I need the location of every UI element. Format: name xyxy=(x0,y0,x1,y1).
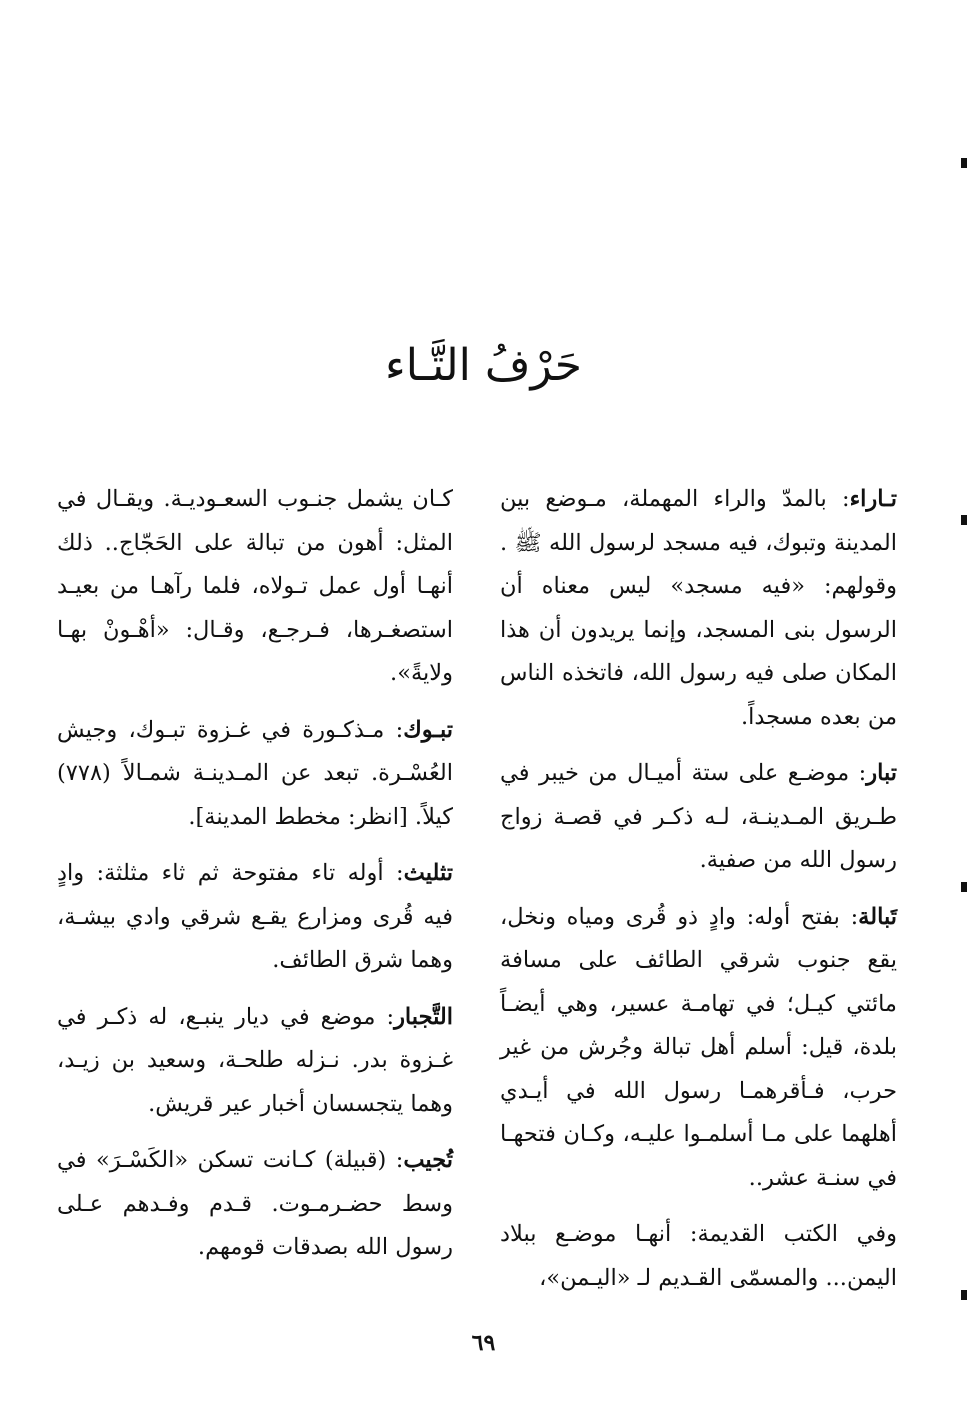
entry-continuation xyxy=(500,1213,897,1300)
entry-body: : مـذكـورة في غـزوة تبـوك، وجيش العُسْـرة. تبعد عن المـدينـة شمـالاً (٧٧٨) كيلاً. [انظر: مخطط المدينة]. xyxy=(57,716,453,830)
entry-headword: تَبالة xyxy=(858,903,897,930)
left-column xyxy=(57,478,453,1283)
page-edge-mark xyxy=(961,158,967,168)
entry-body: : موضـع على ستة أميـال من خيبر في طـريق المـدينـة، لـه ذكـر في قصـة زواج رسول الله من صفية. xyxy=(500,760,897,873)
page-edge-mark xyxy=(961,882,967,892)
entry-body: وفي الكتب القديمة: أنهـا موضـع ببلاد اليمن... والمسمّى القـديم لـ «اليـمن»، xyxy=(500,1221,897,1291)
entry-headword: تبار xyxy=(866,760,897,786)
entry-headword: تـاراء xyxy=(849,486,897,512)
entry xyxy=(57,709,453,840)
page-number: ٦٩ xyxy=(471,1330,496,1356)
entry-body: : أوله تاء مفتوحة ثم ثاء مثلثة: وادٍ فيه قُرى ومزارع يقـع شرقي وادي بيشـة، وهما شرق الطائف. xyxy=(57,860,453,973)
page-edge-mark xyxy=(961,1290,967,1300)
entry-body: كـان يشمل جنـوب السعـوديـة. ويقـال في المثل: أهون من تبالة على الحَجّاج.. ذلك أنهـا أول عمل تـولاه، فلما رآهـا من بعيـد استصغـرها، فـرجـع، وقـال: «أهْـونْ بهـا ولايةً». xyxy=(57,486,453,686)
entry-headword: تبـوك xyxy=(403,716,453,743)
entry-continuation xyxy=(57,478,453,696)
entry-headword: تُجيب xyxy=(403,1147,453,1173)
page-edge-mark xyxy=(961,515,967,525)
chapter-title: حَرْفُ التَّـاء xyxy=(385,340,582,391)
entry-body: : موضع في ديار ينبـع، له ذكـر في غـزوة بدر. نـزله طلحـة، وسعيد بن زيـد، وهما يتجسسان أخبار عير قريش. xyxy=(57,1003,453,1117)
entry-body: : بفتح أوله: وادٍ ذو قُرى ومياه ونخل، يقع جنوب شرقي الطائف على مسافة مائتي كيـل؛ في تهامـة عسير، وهي أيضـاً بلدة، قيل: أسلم أهل تبالة وجُرش من غير حرب، فـأقرهمـا رسول الله في أيـدي أهلهما على مـا أسلمـوا عليـه، وكـان فتحهـا في سنـة عشر.. xyxy=(500,903,897,1191)
entry xyxy=(57,1139,453,1270)
entry xyxy=(500,752,897,883)
entry xyxy=(500,896,897,1201)
entry xyxy=(57,996,453,1127)
entry-body: : (قبيلة) كـانت تسكن «الكَسْـرَ» في وسط حضـرمـوت. قـدم وفـدهم عـلى رسول الله بصدقات قومهم. xyxy=(57,1147,453,1260)
entry-headword: التَّجبار xyxy=(394,1003,453,1030)
entry-body: : بالمدّ والراء المهملة، مـوضع بين المدينة وتبوك، فيه مسجد لرسول الله ﷺ . وقولهم: «فيه مسجد» ليس معناه أن الرسول بنى المسجد، وإنما يريدون أن هذا المكان صلى فيه رسول الله، فاتخذه الناس من بعده مسجداً. xyxy=(500,486,897,730)
right-column xyxy=(500,478,897,1313)
entry xyxy=(57,852,453,983)
entry-headword: تثليث xyxy=(403,860,453,886)
entry xyxy=(500,478,897,739)
